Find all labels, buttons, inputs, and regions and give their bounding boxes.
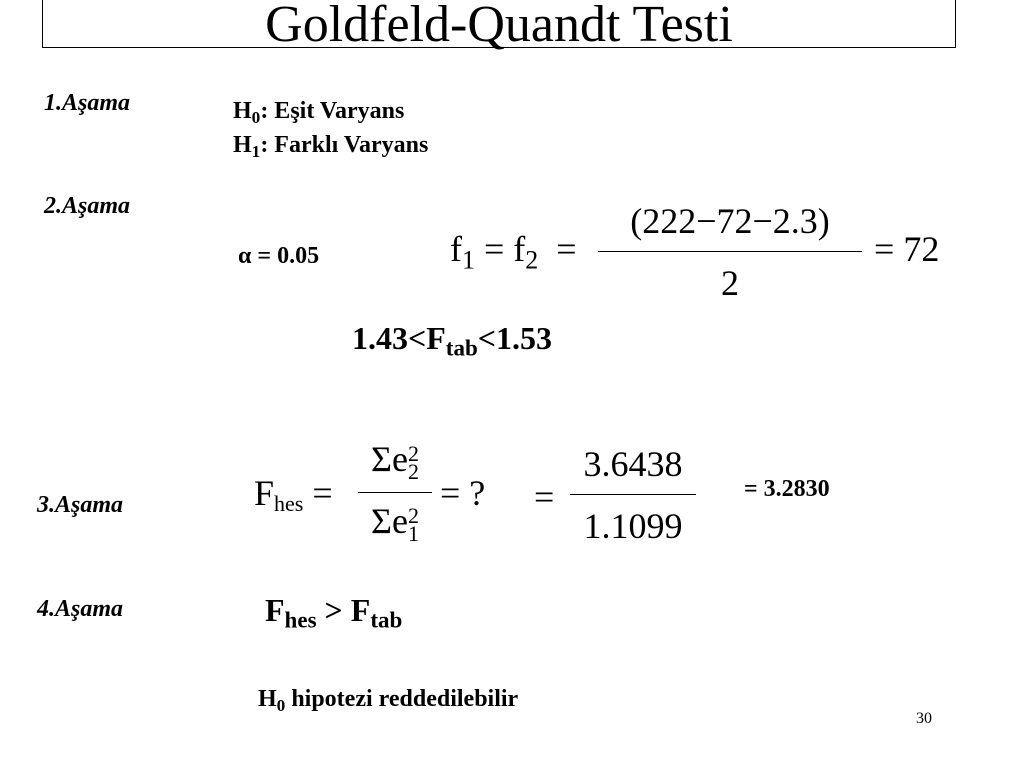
f-hes-question: = ? xyxy=(440,473,486,513)
conclusion xyxy=(258,686,518,716)
df-f2: f xyxy=(513,229,526,269)
f-range-sub: tab xyxy=(445,334,478,361)
stage-1-label: 1.Aşama xyxy=(44,90,131,116)
h1-symbol: H xyxy=(233,132,252,158)
h0-symbol: H xyxy=(233,98,252,124)
page-number: 30 xyxy=(916,710,932,727)
f-hes-symbol: F xyxy=(254,473,275,513)
alpha-symbol: α xyxy=(238,243,252,269)
df-eq1: = xyxy=(483,229,505,269)
cmp-f2: F xyxy=(350,592,371,628)
df-numerator: (222−72−2.3) xyxy=(630,201,830,241)
stage-2-label: 2.Aşama xyxy=(44,193,131,219)
h0-text: : Eşit Varyans xyxy=(260,98,405,124)
f-hes-sum-numerator xyxy=(355,438,435,484)
cmp-sub2: tab xyxy=(370,606,403,633)
f-range-right: <1.53 xyxy=(477,320,553,356)
df-fraction-line xyxy=(598,251,862,252)
df-f1-sub: 1 xyxy=(462,245,475,275)
df-eq3: = xyxy=(874,229,895,269)
conclusion-h: H xyxy=(258,686,277,712)
den-sup: 2 xyxy=(407,502,419,528)
df-eq2: = xyxy=(556,229,577,269)
conclusion-sub: 0 xyxy=(276,695,286,715)
cmp-f1: F xyxy=(265,592,285,628)
f-hes-subscript: hes xyxy=(274,491,304,517)
f-comparison xyxy=(265,592,402,633)
page-title: Goldfeld-Quandt Testi xyxy=(42,0,956,48)
f-table-range xyxy=(352,320,552,361)
df-denominator: 2 xyxy=(721,263,739,303)
num-sub: 2 xyxy=(407,458,419,484)
conclusion-text: hipotezi reddedilebilir xyxy=(285,686,519,712)
hypothesis-h1 xyxy=(233,132,428,162)
num-sup: 2 xyxy=(407,440,419,466)
f-range-left: 1.43<F xyxy=(352,320,446,356)
f-hes-eq1: = xyxy=(312,473,333,513)
stage-4-label: 4.Aşama xyxy=(37,596,124,622)
f-hes-denominator: 1.1099 xyxy=(583,506,683,546)
h1-text: : Farklı Varyans xyxy=(260,132,429,158)
f-hes-sum-denominator xyxy=(355,500,435,546)
df-result-value: 72 xyxy=(903,229,940,269)
cmp-operator: > xyxy=(316,592,351,628)
df-result xyxy=(874,228,939,270)
hypothesis-h0 xyxy=(233,98,404,128)
den-sigma-e: Σe xyxy=(371,501,408,541)
alpha-level xyxy=(238,243,319,270)
cmp-sub1: hes xyxy=(284,606,317,633)
f-hes-left xyxy=(254,472,333,517)
f-hes-fraction-line-2 xyxy=(570,494,696,495)
df-f1: f xyxy=(450,229,462,269)
f-hes-eq3: = xyxy=(534,477,555,517)
f-hes-result: = 3.2830 xyxy=(744,476,830,502)
df-f2-sub: 2 xyxy=(525,245,539,275)
h1-subscript: 1 xyxy=(251,141,261,161)
f-hes-fraction-line-1 xyxy=(358,492,432,493)
num-sigma-e: Σe xyxy=(371,439,408,479)
h0-subscript: 0 xyxy=(251,107,261,127)
df-left-side xyxy=(450,228,577,275)
stage-3-label: 3.Aşama xyxy=(37,492,124,518)
den-sub: 1 xyxy=(407,520,419,546)
alpha-value: = 0.05 xyxy=(251,243,320,269)
f-hes-numerator: 3.6438 xyxy=(583,444,683,484)
